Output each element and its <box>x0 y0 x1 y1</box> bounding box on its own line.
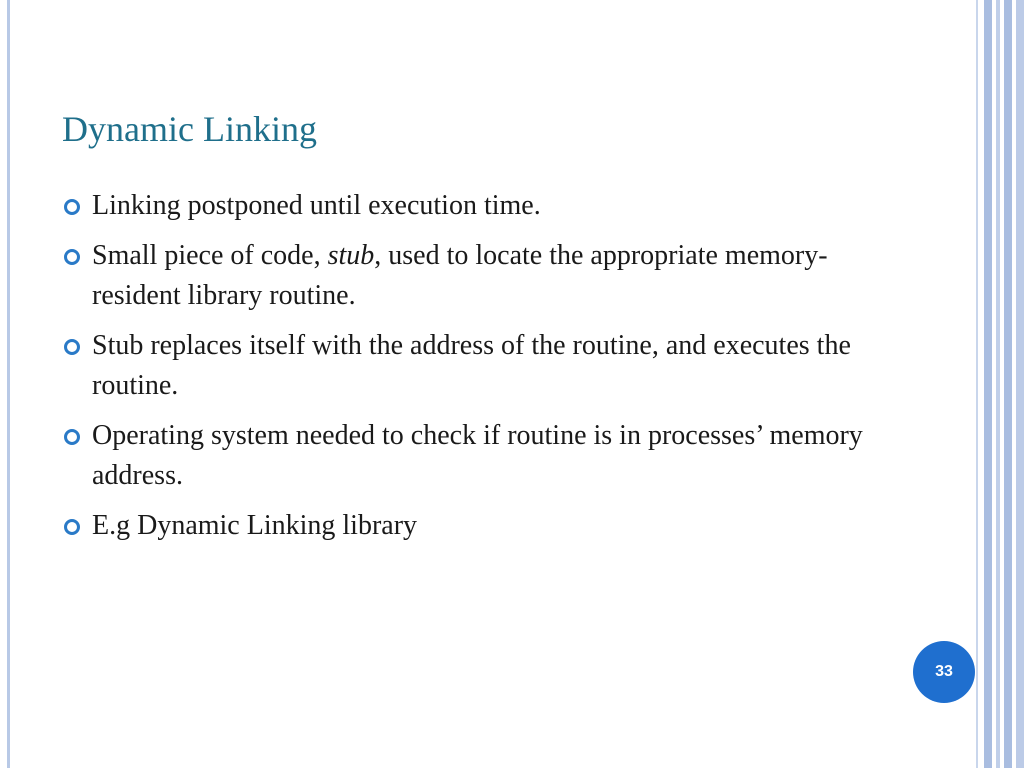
ring-bullet-icon <box>64 249 80 265</box>
right-stripe-2 <box>984 0 992 768</box>
bullet-text: Linking postponed until execution time. <box>92 190 541 221</box>
ring-bullet-icon <box>64 339 80 355</box>
ring-bullet-icon <box>64 519 80 535</box>
bullet-item <box>62 326 882 406</box>
bullet-text: Operating system needed to check if routine is in processes’ memory address. <box>92 420 863 491</box>
bullet-list <box>62 186 882 556</box>
page-number-badge: 33 <box>913 641 975 703</box>
right-stripe-4 <box>1004 0 1012 768</box>
bullet-text-emphasis: stub <box>327 240 375 271</box>
bullet-text-pre: Small piece of code, <box>92 240 328 271</box>
bullet-item <box>62 416 882 496</box>
bullet-text: Stub replaces itself with the address of the routine, and executes the routine. <box>92 330 851 401</box>
slide-title: Dynamic Linking <box>62 109 317 149</box>
ring-bullet-icon <box>64 429 80 445</box>
left-border-decoration <box>7 0 10 768</box>
bullet-text: E.g Dynamic Linking library <box>92 510 418 541</box>
right-stripe-5 <box>1016 0 1024 768</box>
right-stripe-1 <box>976 0 978 768</box>
bullet-item <box>62 186 882 226</box>
right-stripe-3 <box>996 0 1000 768</box>
bullet-item <box>62 236 882 316</box>
bullet-text-post: , used to locate the appropriate memory-resident library routine. <box>92 240 828 311</box>
ring-bullet-icon <box>64 199 80 215</box>
bullet-item <box>62 506 882 546</box>
